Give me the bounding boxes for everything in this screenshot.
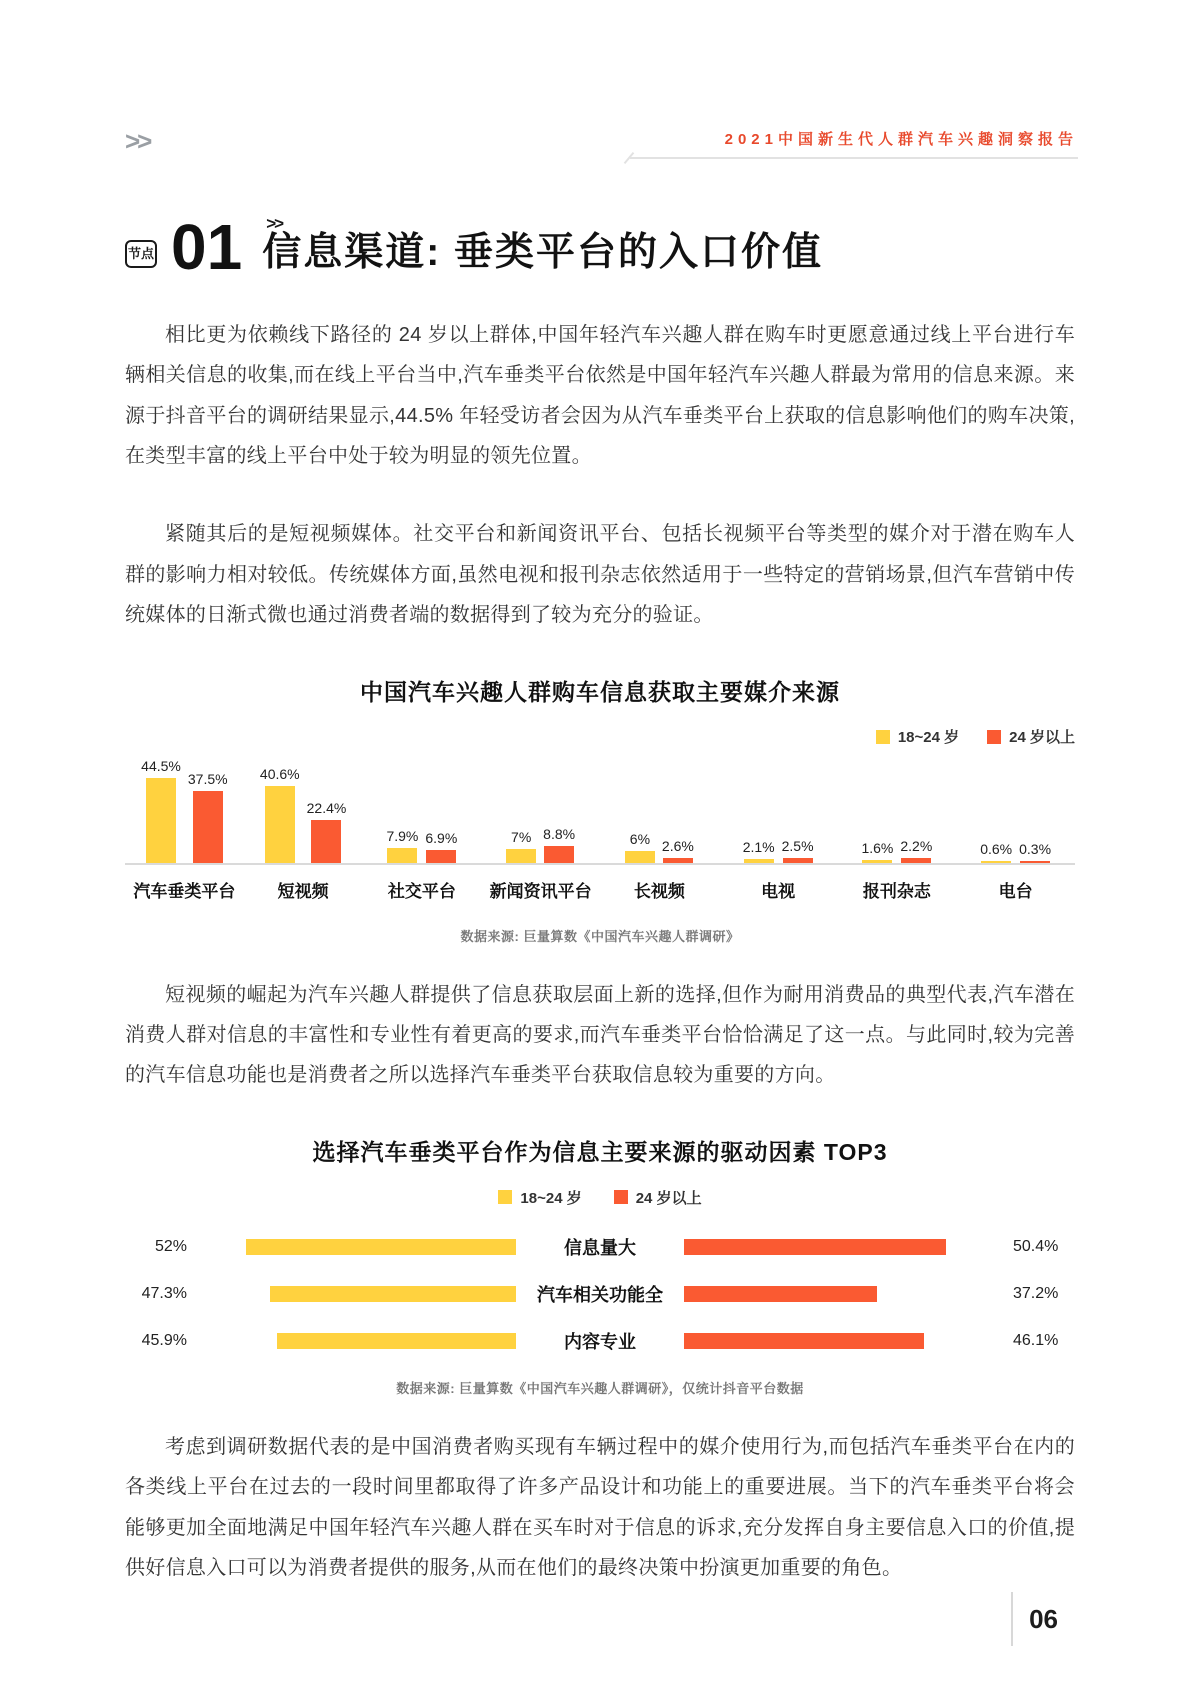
legend-swatch (876, 730, 890, 744)
bar (544, 846, 574, 863)
bar-wrap (425, 830, 457, 863)
bar-wrap (543, 826, 575, 863)
bar (277, 1333, 516, 1349)
category-label: 汽车垂类平台 (133, 881, 236, 901)
category-label: 信息量大 (564, 1237, 636, 1258)
bar (684, 1239, 946, 1255)
category-label: 短视频 (277, 881, 329, 901)
driver-factor-chart (0, 1134, 1200, 1397)
bar (387, 848, 417, 863)
bar-value-label: 6.9% (425, 829, 458, 846)
bar-value-label: 47.3% (141, 1284, 187, 1302)
legend-swatch (614, 1190, 628, 1204)
page-header (0, 0, 1200, 159)
bar-group (600, 831, 719, 862)
header-title-block (630, 128, 1078, 159)
bar-track (203, 1333, 516, 1349)
bar-value-label: 2.6% (661, 837, 694, 854)
paragraph-2: 紧随其后的是短视频媒体。社交平台和新闻资讯平台、包括长视频平台等类型的媒介对于潜在购车人群的影响力相对较低。传统媒体方面,虽然电视和报刊杂志依然适用于一些特定的营销场景,但汽车营销中传统媒体的日渐式微也通过消费者端的数据得到了较为充分的验证。 (125, 523, 1075, 627)
bar-value-label: 6% (629, 831, 651, 848)
bar-wrap (506, 829, 536, 862)
driver-chart-legend (0, 1187, 1200, 1208)
bar-value-label: 8.8% (543, 825, 576, 842)
bar-value-label: 50.4% (1013, 1237, 1059, 1255)
section-number: 01 (171, 210, 243, 283)
legend-swatch (987, 730, 1001, 744)
bar (265, 786, 295, 863)
bar-track (684, 1286, 997, 1302)
chart-row (125, 1328, 1075, 1354)
chart-row (125, 1234, 1075, 1260)
bar-wrap (980, 841, 1012, 863)
bar (1020, 861, 1050, 863)
paragraph-4: 考虑到调研数据代表的是中国消费者购买现有车辆过程中的媒介使用行为,而包括汽车垂类平台在内的各类线上平台在过去的一段时间里都取得了许多产品设计和功能上的重要进展。当下的汽车垂类平台将会能够更加全面地满足中国年轻汽车兴趣人群在买车时对于信息的诉求,充分发挥自身主要信息入口的价值,提供好信息入口可以为消费者提供的服务,从而在他们的最终决策中扮演更加重要的角色。 (125, 1435, 1075, 1579)
bar-value-label: 40.6% (259, 765, 300, 782)
category-label: 电台 (998, 881, 1033, 901)
legend-item (614, 1187, 702, 1208)
bar (744, 859, 774, 863)
chart-title: 选择汽车垂类平台作为信息主要来源的驱动因素 TOP3 (312, 1138, 888, 1165)
bar (901, 858, 931, 862)
bar (783, 858, 813, 863)
chart-title: 中国汽车兴趣人群购车信息获取主要媒介来源 (360, 678, 840, 705)
bar-value-label: 45.9% (141, 1331, 187, 1349)
legend-item (987, 729, 1075, 745)
section-badge: 节点 (125, 240, 157, 268)
chevrons-icon: >> (266, 214, 283, 233)
bar (270, 1286, 516, 1302)
bar-wrap (260, 766, 300, 863)
bar-value-label: 0.6% (980, 840, 1013, 857)
bar-track (684, 1333, 997, 1349)
category-label: 新闻资讯平台 (489, 881, 592, 901)
media-chart-legend (125, 729, 1075, 745)
chevrons-icon: >> (125, 126, 150, 156)
bar (246, 1239, 516, 1255)
bar-group (244, 766, 363, 863)
chart-source: 数据来源: 巨量算数《中国汽车兴趣人群调研》 (460, 928, 740, 944)
header-rule (630, 157, 1078, 159)
section-title-group (262, 215, 823, 275)
category-label: 长视频 (633, 881, 685, 901)
bar-value-label: 0.3% (1019, 840, 1052, 857)
bar-value-label: 2.1% (742, 838, 775, 855)
bar-group (956, 841, 1075, 863)
bar (625, 851, 655, 862)
bar-group (719, 838, 838, 863)
page-number: 06 (1029, 1603, 1058, 1634)
category-label: 电视 (761, 881, 796, 901)
bar (862, 860, 892, 863)
bar-value-label: 2.5% (781, 837, 814, 854)
footer-divider (1011, 1592, 1013, 1646)
chart-source: 数据来源: 巨量算数《中国汽车兴趣人群调研》，仅统计抖音平台数据 (396, 1380, 804, 1396)
bar-value-label: 22.4% (306, 800, 347, 817)
bar-wrap (625, 831, 655, 862)
bar-group (363, 828, 482, 863)
paragraph-1: 相比更为依赖线下路径的 24 岁以上群体,中国年轻汽车兴趣人群在购车时更愿意通过线上平台进行车辆相关信息的收集,而在线上平台当中,汽车垂类平台依然是中国年轻汽车兴趣人群最为常用的信息来源。来源于抖音平台的调研结果显示,44.5% 年轻受访者会因为从汽车垂类平台上获取的信息影响他们的购车决策,在类型丰富的线上平台中处于较为明显的领先位置。 (125, 323, 1075, 468)
paragraph-3: 短视频的崛起为汽车兴趣人群提供了信息获取层面上新的选择,但作为耐用消费品的典型代表,汽车潜在消费人群对信息的丰富性和专业性有着更高的要求,而汽车垂类平台恰恰满足了这一点。与此同时,较为完善的汽车信息功能也是消费者之所以选择汽车垂类平台获取信息较为重要的方向。 (125, 983, 1075, 1087)
bar-wrap (307, 800, 347, 863)
bar (506, 849, 536, 862)
bar-track (203, 1286, 516, 1302)
bar-value-label: 46.1% (1013, 1331, 1059, 1349)
media-source-chart (0, 674, 1200, 945)
media-chart-plot (125, 751, 1075, 865)
bar-wrap (900, 838, 932, 862)
category-label: 社交平台 (387, 881, 456, 901)
bar-value-label: 1.6% (861, 839, 894, 856)
bar-wrap (1019, 841, 1051, 863)
bar (311, 820, 341, 863)
bar-value-label: 2.2% (900, 838, 933, 855)
bar-wrap (662, 838, 694, 863)
bar-value-label: 37.5% (187, 771, 228, 788)
bar (684, 1333, 924, 1349)
category-label: 报刊杂志 (862, 881, 931, 901)
bar (426, 850, 456, 863)
bar-wrap (141, 758, 181, 863)
bar-group (125, 758, 244, 863)
bar-wrap (861, 840, 893, 863)
driver-chart-rows (0, 1234, 1200, 1354)
bar-value-label: 44.5% (141, 758, 181, 775)
legend-label: 24 岁以上 (635, 1189, 702, 1207)
bar-group (481, 826, 600, 863)
bar (193, 791, 223, 862)
section-header (0, 210, 1200, 283)
bar-value-label: 7.9% (386, 827, 419, 844)
legend-item (876, 729, 959, 745)
bar (146, 778, 176, 863)
chart-row (125, 1281, 1075, 1307)
bar-track (684, 1239, 997, 1255)
bar-group (838, 838, 957, 862)
bar-wrap (188, 771, 228, 862)
legend-swatch (498, 1190, 512, 1204)
bar (981, 861, 1011, 863)
bar-wrap (743, 839, 775, 863)
legend-item (498, 1187, 581, 1208)
legend-label: 18~24 岁 (897, 729, 960, 747)
bar-track (203, 1239, 516, 1255)
report-title: 2021中国新生代人群汽车兴趣洞察报告 (724, 131, 1078, 148)
section-title: 信息渠道: 垂类平台的入口价值 (262, 231, 824, 274)
page-footer (1011, 1592, 1058, 1646)
bar (684, 1286, 877, 1302)
category-label: 内容专业 (564, 1331, 636, 1352)
media-chart-categories (125, 877, 1075, 902)
category-label: 汽车相关功能全 (537, 1284, 663, 1305)
bar-value-label: 7% (511, 829, 532, 846)
bar-value-label: 37.2% (1013, 1284, 1059, 1302)
bar-wrap (386, 828, 418, 863)
bar-value-label: 52% (154, 1237, 187, 1255)
bar (663, 858, 693, 863)
legend-label: 18~24 岁 (520, 1189, 582, 1207)
bar-wrap (782, 838, 814, 863)
legend-label: 24 岁以上 (1009, 729, 1075, 747)
